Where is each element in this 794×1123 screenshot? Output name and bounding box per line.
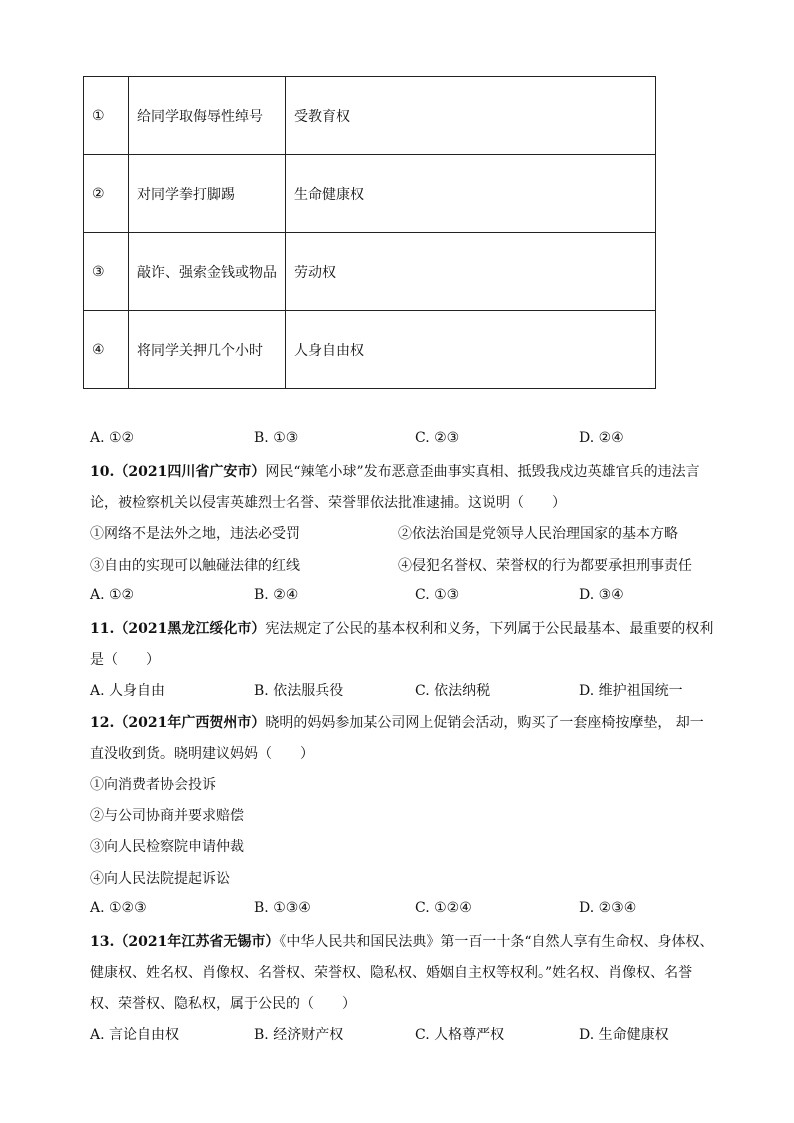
question-text: 网民“辣笔小球”发布恶意歪曲事实真相、抵毁我戍边英雄官兵的违法言 <box>265 464 700 480</box>
option-b[interactable]: B. 经济财产权 <box>254 1027 344 1043</box>
option-c[interactable]: C. 依法纳税 <box>415 683 491 699</box>
question-number: 11. <box>90 621 115 637</box>
option-a[interactable]: A. ①② <box>90 587 135 603</box>
table-row <box>84 311 656 389</box>
q10-options <box>90 587 710 607</box>
q12-stem-line2: 直没收到货。晓明建议妈妈（ ） <box>90 746 314 762</box>
behavior-cell: 对同学拳打脚踢 <box>129 155 286 233</box>
behavior-cell: 敲诈、强索金钱或物品 <box>129 233 286 311</box>
option-d[interactable]: D. ②③④ <box>579 900 637 916</box>
right-cell: 人身自由权 <box>286 311 656 389</box>
option-b[interactable]: B. 依法服兵役 <box>254 683 344 699</box>
question-text: 晓明的妈妈参加某公司网上促销会活动，购买了一套座椅按摩垫， 却一 <box>265 715 704 731</box>
q11-stem-line2: 是（ ） <box>90 652 160 668</box>
table-row <box>84 77 656 155</box>
question-source: （2021年江苏省无锡市） <box>114 934 280 950</box>
row-number: ① <box>84 77 129 155</box>
statement-item: ③向人民检察院申请仲裁 <box>90 839 244 855</box>
q11-stem-line1 <box>90 618 713 638</box>
row-number: ② <box>84 155 129 233</box>
question-number: 13. <box>90 934 115 950</box>
right-cell: 劳动权 <box>286 233 656 311</box>
question-text: 宪法规定了公民的基本权利和义务，下列属于公民最基本、最重要的权利 <box>265 621 714 637</box>
question-source: （2021年广西贺州市） <box>114 715 266 731</box>
behavior-cell: 给同学取侮辱性绰号 <box>129 77 286 155</box>
table-row <box>84 233 656 311</box>
q12-stem-line1 <box>90 712 704 732</box>
option-c[interactable]: C. ①②④ <box>415 900 472 916</box>
option-d[interactable]: D. ③④ <box>579 587 624 603</box>
question-text: 《中华人民共和国民法典》第一百一十条“自然人享有生命权、身体权、 <box>279 934 714 950</box>
right-cell: 受教育权 <box>286 77 656 155</box>
question-source: （2021黑龙江绥化市） <box>114 621 266 637</box>
q9-options <box>90 430 710 450</box>
question-source: （2021四川省广安市） <box>114 464 266 480</box>
q10-stem-line2: 论，被检察机关以侵害英雄烈士名誉、荣誉罪依法批准逮捕。这说明（ ） <box>90 495 566 511</box>
statement-item: ②与公司协商并要求赔偿 <box>90 808 244 824</box>
table-row <box>84 155 656 233</box>
option-a[interactable]: A. ①②③ <box>90 900 147 916</box>
option-d[interactable]: D. ②④ <box>579 430 624 446</box>
option-d[interactable]: D. 生命健康权 <box>579 1027 669 1043</box>
statement-item: ①向消费者协会投诉 <box>90 777 216 793</box>
q11-options <box>90 680 710 700</box>
option-a[interactable]: A. 人身自由 <box>90 683 166 699</box>
question-number: 10. <box>90 464 115 480</box>
row-number: ③ <box>84 233 129 311</box>
q13-stem-line3: 权、荣誉权、隐私权，属于公民的（ ） <box>90 996 356 1012</box>
option-b[interactable]: B. ②④ <box>254 587 299 603</box>
row-number: ④ <box>84 311 129 389</box>
q13-options <box>90 1024 710 1044</box>
option-b[interactable]: B. ①③ <box>254 430 299 446</box>
behavior-cell: 将同学关押几个小时 <box>129 311 286 389</box>
statement-item: ④向人民法院提起诉讼 <box>90 871 230 887</box>
question-number: 12. <box>90 715 115 731</box>
option-a[interactable]: A. 言论自由权 <box>90 1027 180 1043</box>
rights-table <box>83 76 656 389</box>
right-cell: 生命健康权 <box>286 155 656 233</box>
q13-stem-line1 <box>90 931 713 951</box>
q13-stem-line2: 健康权、姓名权、肖像权、名誉权、荣誉权、隐私权、婚姻自主权等权利。”姓名权、肖像权、名誉 <box>90 965 693 981</box>
option-c[interactable]: C. ①③ <box>415 587 460 603</box>
q12-options <box>90 900 710 920</box>
q10-stem-line1 <box>90 461 700 481</box>
statement-item: ②依法治国是党领导人民治理国家的基本方略 <box>398 526 678 542</box>
option-c[interactable]: C. ②③ <box>415 430 460 446</box>
option-d[interactable]: D. 维护祖国统一 <box>579 683 683 699</box>
option-c[interactable]: C. 人格尊严权 <box>415 1027 505 1043</box>
q10-items-row2 <box>90 555 710 575</box>
statement-item: ③自由的实现可以触碰法律的红线 <box>90 558 300 574</box>
q10-items-row1 <box>90 523 710 543</box>
option-b[interactable]: B. ①③④ <box>254 900 311 916</box>
option-a[interactable]: A. ①② <box>90 430 135 446</box>
statement-item: ①网络不是法外之地，违法必受罚 <box>90 526 300 542</box>
statement-item: ④侵犯名誉权、荣誉权的行为都要承担刑事责任 <box>398 558 692 574</box>
